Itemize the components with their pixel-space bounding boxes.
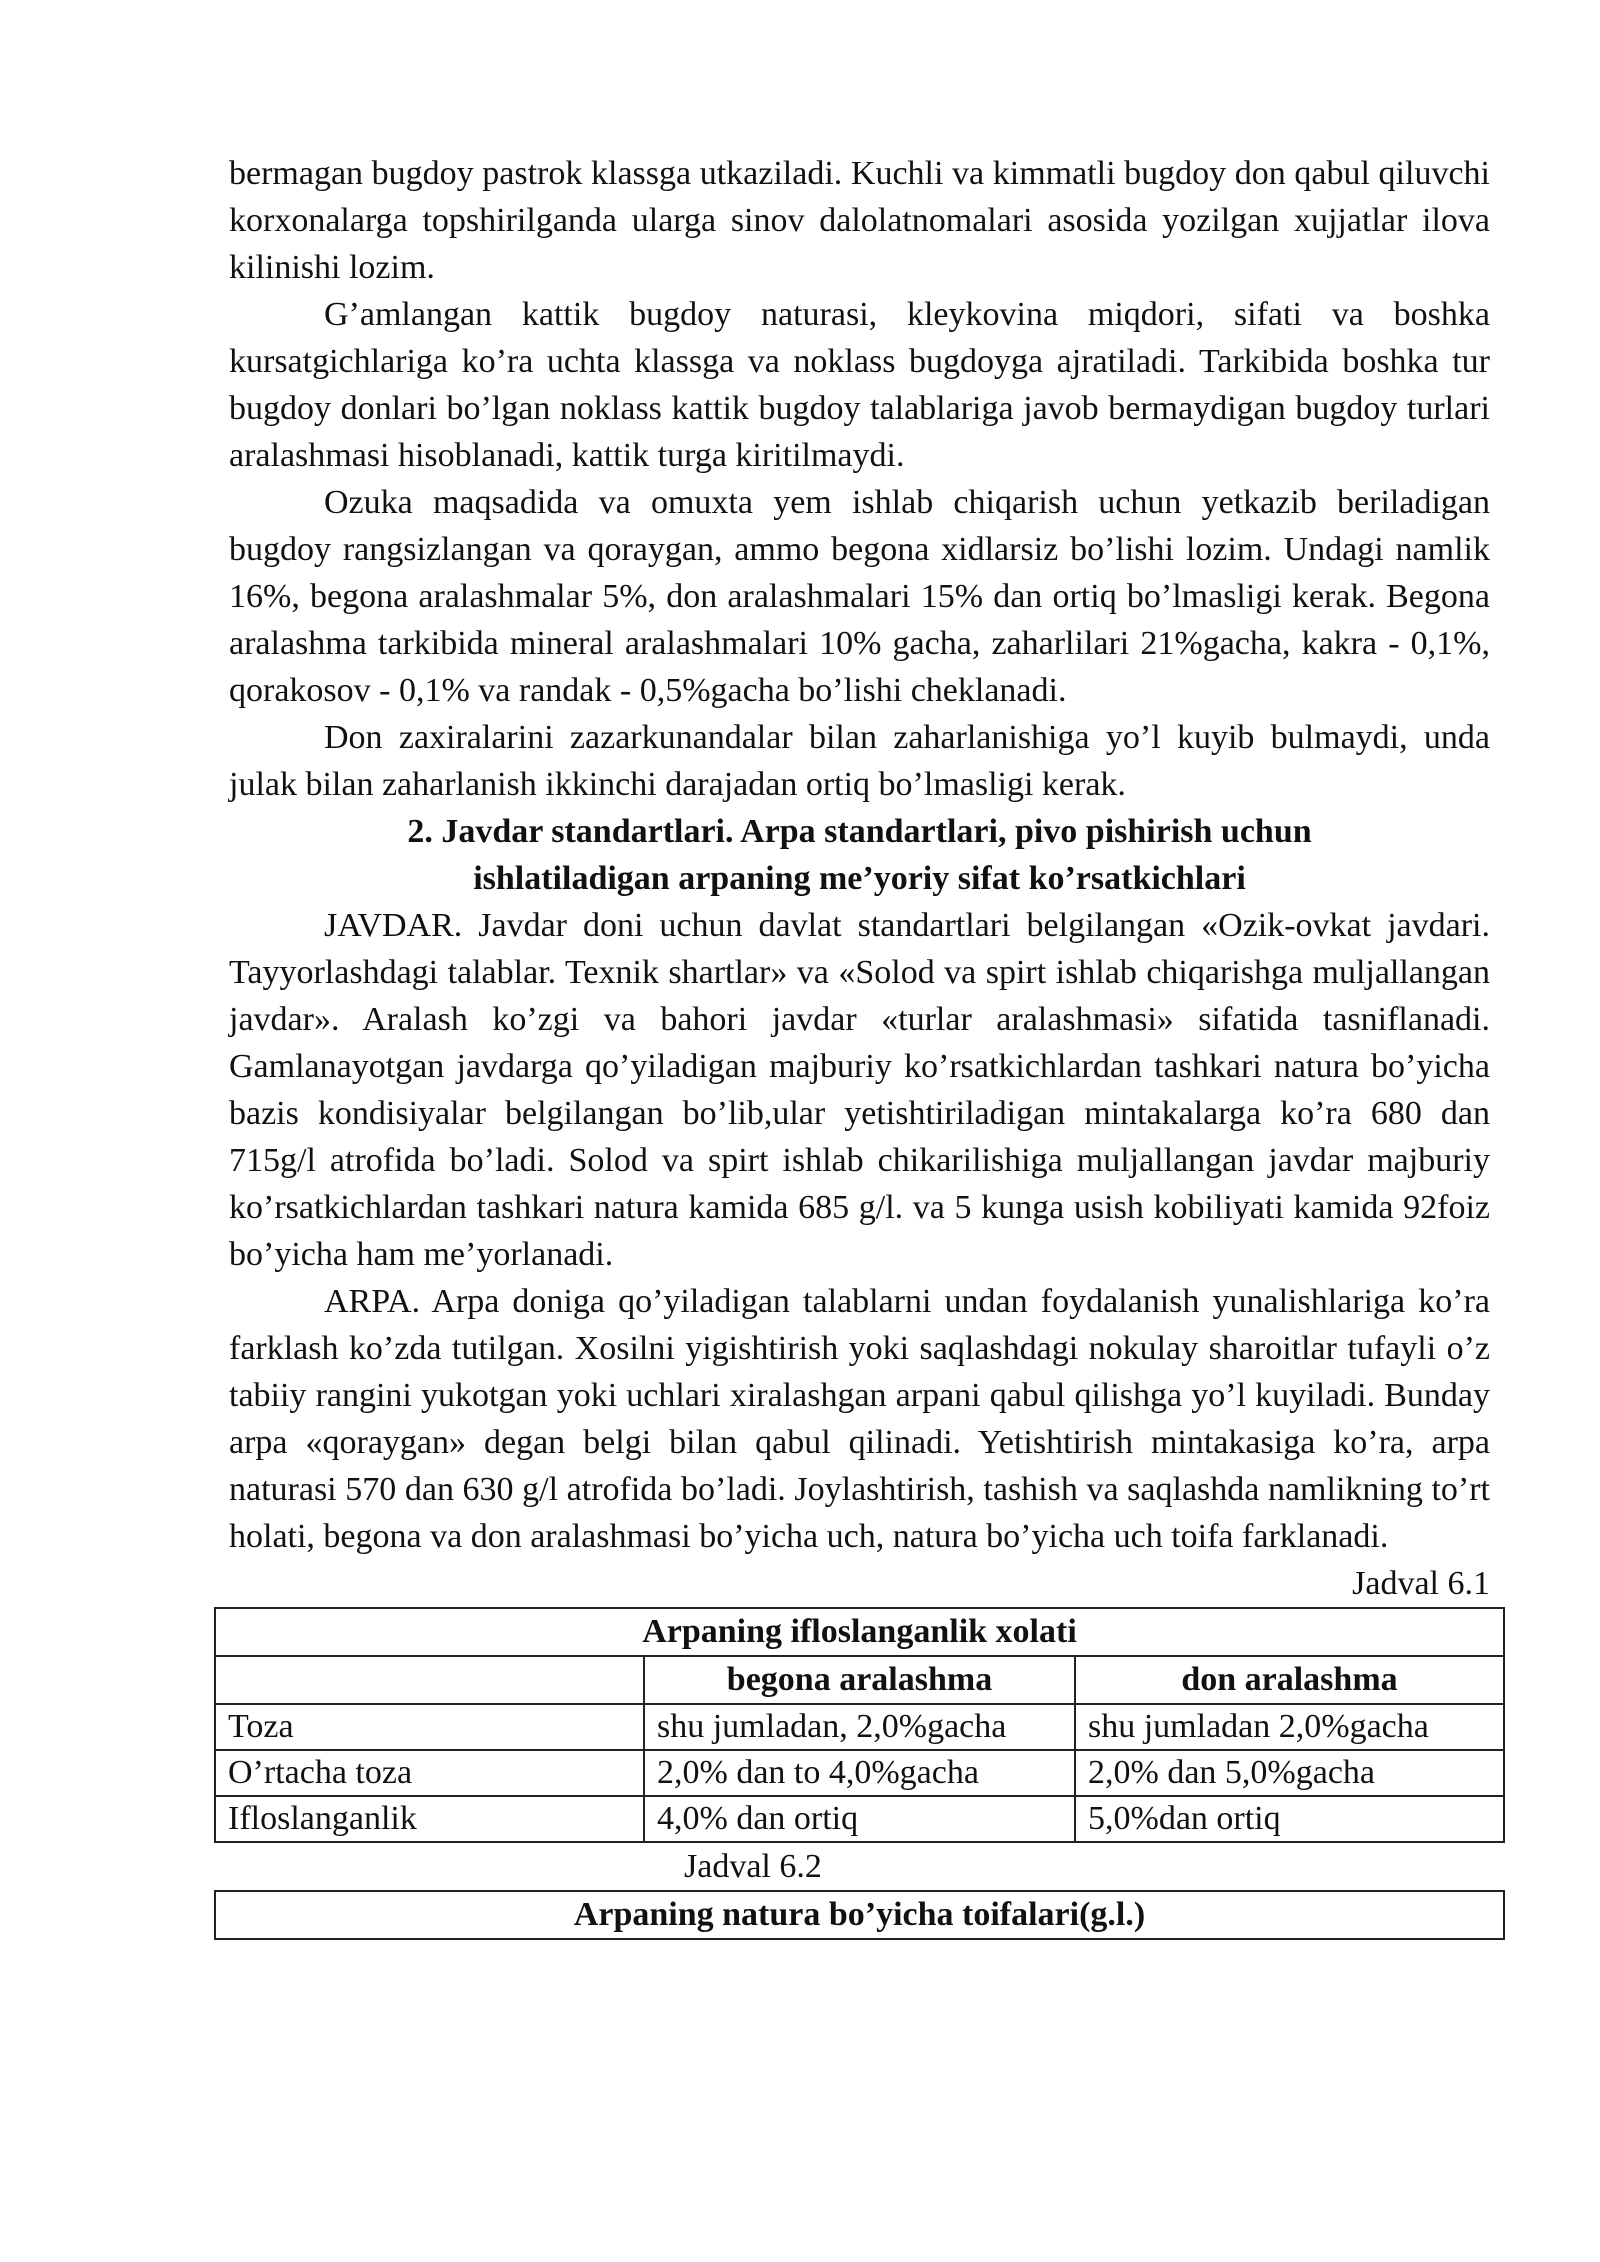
paragraph-3: Ozuka maqsadida va omuxta yem ishlab chiqarish uchun yetkazib beriladigan bugdoy rangsizlangan va qoraygan, ammo begona xidlarsiz bo’lishi lozim. Undagi namlik 16%, begona aralashmalar 5%, don aralashmalari 15% dan ortiq bo’lmasligi kerak. Begona aralashma tarkibida mineral aralashmalari 10% gacha, zaharlilari 21%gacha, kakra - 0,1%, qorakosov - 0,1% va randak - 0,5%gacha bo’lishi cheklanadi. — [229, 484, 1490, 709]
table-cell: 2,0% dan 5,0%gacha — [1075, 1750, 1504, 1796]
table-cell: shu jumladan 2,0%gacha — [1075, 1704, 1504, 1750]
row-label: O’rtacha toza — [215, 1750, 644, 1796]
paragraph-javdar: JAVDAR. Javdar doni uchun davlat standartlari belgilangan «Ozik-ovkat javdari. Tayyorlashdagi talablar. Texnik shartlar» va «Solod va spirt ishlab chiqarishga muljallangan javdar». Aralash ko’zgi va bahori javdar «turlar aralashmasi» sifatida tasniflanadi. Gamlanayotgan javdarga qo’yiladigan majburiy ko’rsatkichlardan tashkari natura bo’yicha bazis kondisiyalar belgilangan bo’lib,ular yetishtiriladigan mintakalarga ko’ra 680 dan 715g/l atrofida bo’ladi. Solod va spirt ishlab chikarilishiga muljallangan javdar majburiy ko’rsatkichlardan tashkari natura kamida 685 g/l. va 5 kunga usish kobiliyati kamida 92foiz bo’yicha ham me’yorlanadi. — [229, 907, 1490, 1273]
table-title: Arpaning natura bo’yicha toifalari(g.l.) — [215, 1891, 1504, 1939]
table-cell: 2,0% dan to 4,0%gacha — [644, 1750, 1075, 1796]
table-caption-6-2: Jadval 6.2 — [684, 1848, 822, 1885]
table-title-row — [215, 1608, 1504, 1656]
paragraph-arpa: ARPA. Arpa doniga qo’yiladigan talablarni undan foydalanish yunalishlariga ko’ra farklash ko’zda tutilgan. Xosilni yigishtirish yoki saqlashdagi nokulay sharoitlar tufayli o’z tabiiy rangini yukotgan yoki uchlari xiralashgan arpani qabul qilishga yo’l kuyiladi. Bunday arpa «qoraygan» degan belgi bilan qabul qilinadi. Yetishtirish mintakasiga ko’ra, arpa naturasi 570 dan 630 g/l atrofida bo’ladi. Joylashtirish, tashish va saqlashda namlikning to’rt holati, begona va don aralashmasi bo’yicha uch, natura bo’yicha uch toifa farklanadi. — [229, 1283, 1490, 1555]
section-heading-line-1: 2. Javdar standartlari. Arpa standartlari, pivo pishirish uchun — [407, 813, 1312, 850]
table-cell: 4,0% dan ortiq — [644, 1796, 1075, 1842]
table-row — [215, 1796, 1504, 1842]
header-cell-empty — [215, 1656, 644, 1704]
paragraph-2: G’amlangan kattik bugdoy naturasi, kleykovina miqdori, sifati va boshka kursatgichlariga ko’ra uchta klassga va noklass bugdoyga ajratiladi. Tarkibida boshka tur bugdoy donlari bo’lgan noklass kattik bugdoy talablariga javob bermaydigan bugdoy turlari aralashmasi hisoblanadi, kattik turga kiritilmaydi. — [229, 296, 1490, 474]
table-row — [215, 1704, 1504, 1750]
paragraph-1: bermagan bugdoy pastrok klassga utkaziladi. Kuchli va kimmatli bugdoy don qabul qiluvchi korxonalarga topshirilganda ularga sinov dalolatnomalari asosida yozilgan xujjatlar ilova kilinishi lozim. — [229, 155, 1490, 286]
table-cell: shu jumladan, 2,0%gacha — [644, 1704, 1075, 1750]
table-title: Arpaning ifloslanganlik xolati — [215, 1608, 1504, 1656]
header-cell-don: don aralashma — [1075, 1656, 1504, 1704]
row-label: Ifloslanganlik — [215, 1796, 644, 1842]
table-row — [215, 1750, 1504, 1796]
table-caption-6-1: Jadval 6.1 — [1352, 1565, 1490, 1602]
natura-table — [214, 1890, 1505, 1940]
header-cell-begona: begona aralashma — [644, 1656, 1075, 1704]
table-header-row — [215, 1656, 1504, 1704]
document-page — [229, 150, 1490, 1940]
table-cell: 5,0%dan ortiq — [1075, 1796, 1504, 1842]
table-title-row — [215, 1891, 1504, 1939]
paragraph-4: Don zaxiralarini zazarkunandalar bilan zaharlanishiga yo’l kuyib bulmaydi, unda julak bilan zaharlanish ikkinchi darajadan ortiq bo’lmasligi kerak. — [229, 719, 1490, 803]
row-label: Toza — [215, 1704, 644, 1750]
contamination-table — [214, 1607, 1505, 1843]
section-heading-line-2: ishlatiladigan arpaning me’yoriy sifat ko’rsatkichlari — [473, 860, 1246, 897]
